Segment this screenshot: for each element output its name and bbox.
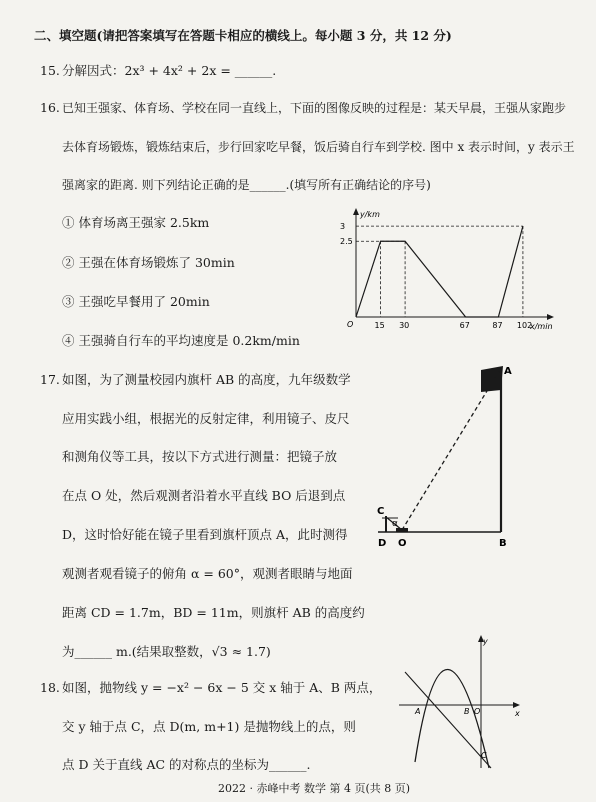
q18-line-1: 如图，抛物线 y = −x² − 6x − 5 交 x 轴于 A、B 两点，: [62, 680, 382, 695]
x-tick-label: 30: [399, 321, 410, 330]
q17-number: 17.: [40, 372, 60, 387]
parabola-figure: [395, 632, 525, 772]
label-D: D: [378, 538, 387, 549]
label-B-point: B: [464, 707, 470, 716]
q15-number: 15.: [40, 63, 60, 78]
y-tick-label: 2.5: [340, 237, 353, 247]
q17-line-8: 为______ m.(结果取整数，√3 ≈ 1.7): [62, 644, 271, 659]
label-A-point: A: [415, 707, 421, 716]
q16-line-1: 已知王强家、体育场、学校在同一直线上，下面的图像反映的过程是：某天早晨，王强从家跑步: [62, 101, 567, 115]
page-footer: 2022 · 赤峰中考 数学 第 4 页(共 8 页): [218, 782, 411, 795]
q16-option-2: ② 王强在体育场锻炼了 30min: [62, 255, 235, 270]
q17-line-5: D，这时恰好能在镜子里看到旗杆顶点 A，此时测得: [62, 527, 348, 542]
q17-line-7: 距离 CD = 1.7m，BD = 11m，则旗杆 AB 的高度约: [62, 605, 365, 620]
q18-line-3: 点 D 关于直线 AC 的对称点的坐标为______.: [62, 757, 311, 772]
x-tick-label: 15: [374, 321, 385, 330]
q17-line-3: 和测角仪等工具，按以下方式进行测量：把镜子放: [62, 449, 338, 464]
q16-option-4: ④ 王强骑自行车的平均速度是 0.2km/min: [62, 333, 300, 348]
q15-text: 分解因式：2x³ + 4x² + 2x = ______.: [62, 63, 277, 78]
q16-number: 16.: [40, 100, 60, 115]
label-A: A: [504, 366, 512, 377]
x-axis-arrow: [513, 702, 520, 708]
q18-line-2: 交 y 轴于点 C，点 D(m, m+1) 是抛物线上的点，则: [62, 719, 356, 734]
label-x: x: [515, 709, 520, 718]
q17-line-4: 在点 O 处，然后观测者沿着水平直线 BO 后退到点: [62, 488, 346, 503]
section-header: 二、填空题(请把答案填写在答题卡相应的横线上。每小题 3 分，共 12 分): [34, 28, 452, 43]
x-tick-label: 67: [459, 321, 470, 330]
x-tick-label: 102: [516, 321, 533, 330]
x-axis-label: x/min: [530, 322, 553, 331]
label-B: B: [499, 538, 507, 549]
line-AC: [405, 672, 491, 768]
label-C-point: C: [481, 751, 487, 760]
flagpole-figure: [370, 360, 520, 555]
q17-line-2: 应用实践小组，根据光的反射定律，利用镜子、皮尺: [62, 411, 350, 426]
distance-series-line: [356, 226, 523, 317]
y-axis-label: y/km: [360, 210, 380, 219]
distance-time-chart: [330, 205, 560, 335]
x-tick-label: 87: [492, 321, 503, 330]
label-alpha: α: [392, 519, 398, 529]
flag-shape: [481, 366, 503, 392]
q16-option-1: ① 体育场离王强家 2.5km: [62, 215, 210, 230]
q16-line-3: 强离家的距离. 则下列结论正确的是______.(填写所有正确结论的序号): [62, 178, 431, 192]
y-axis-arrow: [353, 208, 359, 215]
q17-line-6: 观测者观看镜子的俯角 α = 60°，观测者眼睛与地面: [62, 566, 353, 581]
label-y: y: [483, 637, 488, 646]
q17-line-1: 如图，为了测量校园内旗杆 AB 的高度，九年级数学: [62, 372, 351, 387]
x-axis-arrow: [547, 314, 554, 320]
q18-number: 18.: [40, 680, 60, 695]
origin-label: O: [347, 320, 354, 329]
q16-option-3: ③ 王强吃早餐用了 20min: [62, 294, 210, 309]
label-O-point: O: [474, 707, 481, 716]
y-tick-label: 3: [340, 222, 346, 232]
q16-line-2: 去体育场锻炼，锻炼结束后，步行回家吃早餐，饭后骑自行车到学校. 图中 x 表示时间，y 表示王: [62, 140, 575, 154]
reflection-ray: [402, 368, 501, 530]
label-O: O: [398, 538, 407, 549]
label-C: C: [377, 506, 385, 517]
